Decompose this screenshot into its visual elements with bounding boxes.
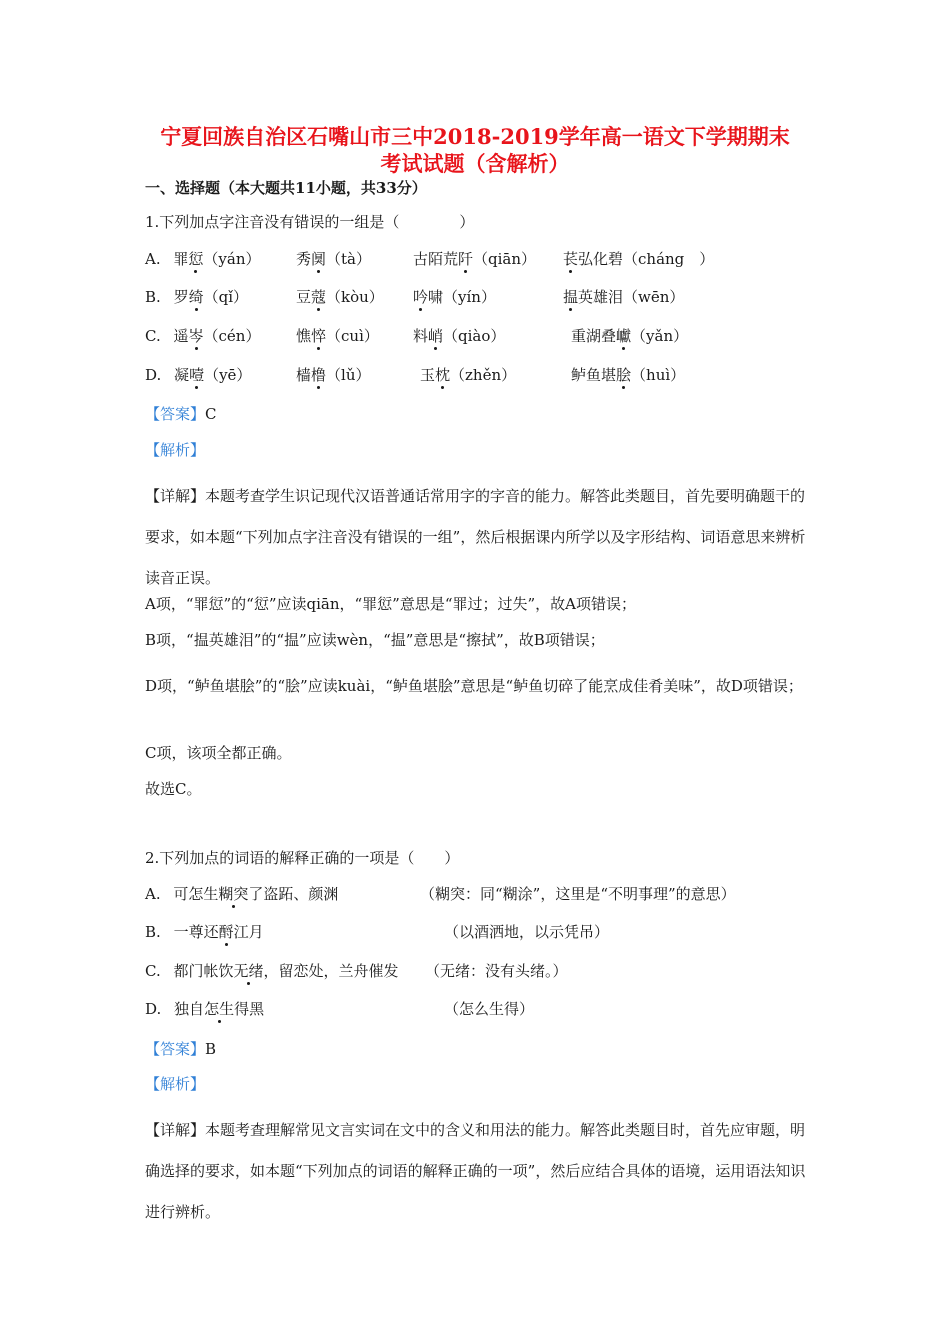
- q2-option-b-note: （以酒洒地，以示凭吊）: [444, 923, 610, 941]
- q1-option-d: D. 凝噎（yē）: [145, 366, 252, 384]
- answer-tag: 【答案】: [145, 405, 206, 423]
- dotted-char: 岑: [188, 327, 204, 345]
- q2-option-d: D. 独自怎生得黑: [145, 1000, 265, 1018]
- q2-detail: [145, 1110, 810, 1233]
- dotted-char: 噎: [189, 366, 205, 384]
- option-letter: A.: [145, 885, 161, 903]
- answer-tag: 【答案】: [145, 1040, 206, 1058]
- question-2-stem: 2.下列加点的词语的解释正确的一项是（ ）: [145, 849, 460, 867]
- detail-text: 本题考查理解常见文言实词在文中的含义和用法的能力。解答此类题目时，首先应审题，明确选择的要求，如本题“下列加点的词语的解释正确的一项”，然后应结合具体的语境，运用语法知识进行辨析。: [145, 1121, 806, 1221]
- q1-option-d-item-4: 鲈鱼堪脍（huì）: [571, 366, 686, 384]
- dotted-word: 无绪: [233, 962, 264, 980]
- dotted-char: 峭: [428, 327, 444, 345]
- q1-option-c-item-2: 憔悴（cuì）: [296, 327, 379, 345]
- q1-option-c-item-4: 重湖叠巘（yǎn）: [571, 327, 689, 345]
- option-letter: B.: [145, 923, 161, 941]
- q2-option-b: B. 一尊还酹江月: [145, 923, 264, 941]
- dotted-char: 吟: [413, 288, 429, 306]
- q1-option-b: B. 罗绮（qǐ）: [145, 288, 249, 306]
- q2-option-c: C. 都门帐饮无绪，留恋处，兰舟催发: [145, 962, 399, 980]
- dotted-char: 脍: [616, 366, 632, 384]
- option-letter: D.: [145, 1000, 162, 1018]
- q2-analysis-tag: 【解析】: [145, 1075, 206, 1093]
- question-1-stem: 1.下列加点字注音没有错误的一组是（ ）: [145, 213, 475, 231]
- dotted-word: 怎生: [204, 1000, 235, 1018]
- option-letter: A.: [145, 250, 161, 268]
- q2-answer: [145, 1039, 216, 1059]
- q1-option-c-item-3: 料峭（qiào）: [413, 327, 506, 345]
- dotted-char: 揾: [563, 288, 579, 306]
- q1-conclusion: 故选C。: [145, 780, 202, 798]
- q1-option-c: C. 遥岑（cén）: [145, 327, 261, 345]
- dotted-char: 悴: [311, 327, 327, 345]
- dotted-word: 酹: [218, 923, 234, 941]
- q1-option-b-item-2: 豆蔻（kòu）: [296, 288, 384, 306]
- detail-tag: 【详解】: [145, 1121, 206, 1139]
- q1-option-b-item-3: 吟啸（yín）: [413, 288, 496, 306]
- answer-value: C: [205, 405, 217, 423]
- q1-explain-b: B项，“揾英雄泪”的“揾”应读wèn，“揾”意思是“擦拭”，故B项错误；: [145, 631, 605, 649]
- document-title-line-2: 考试试题（含解析）: [380, 151, 570, 176]
- option-letter: C.: [145, 327, 161, 345]
- q1-option-b-item-4: 揾英雄泪（wēn）: [563, 288, 685, 306]
- dotted-char: 阒: [311, 250, 327, 268]
- dotted-char: 枕: [435, 366, 451, 384]
- q1-explain-d: D项，“鲈鱼堪脍”的“脍”应读kuài，“鲈鱼堪脍”意思是“鲈鱼切碎了能烹成佳肴美味”，故D项错误；: [145, 677, 803, 695]
- dotted-char: 苌: [563, 250, 579, 268]
- q1-option-a-item-2: 秀阒（tà）: [296, 250, 372, 268]
- section-heading: 一、选择题（本大题共11小题，共33分）: [145, 179, 427, 197]
- q1-detail: [145, 476, 810, 599]
- q1-explain-c: C项，该项全都正确。: [145, 744, 292, 762]
- q1-answer: [145, 404, 217, 424]
- option-letter: C.: [145, 962, 161, 980]
- detail-tag: 【详解】: [145, 487, 206, 505]
- q2-option-c-note: （无绪：没有头绪。）: [425, 962, 568, 980]
- dotted-char: 蔻: [311, 288, 327, 306]
- q2-option-a: A. 可怎生糊突了盗跖、颜渊: [145, 885, 339, 903]
- q1-option-d-item-3: 玉枕（zhěn）: [420, 366, 517, 384]
- q1-option-d-item-2: 樯橹（lǔ）: [296, 366, 371, 384]
- q1-option-a-item-3: 古陌荒阡（qiān）: [413, 250, 537, 268]
- option-letter: D.: [145, 366, 162, 384]
- dotted-char: 绮: [188, 288, 204, 306]
- q1-explain-a: A项，“罪愆”的“愆”应读qiān，“罪愆”意思是“罪过；过失”，故A项错误；: [145, 595, 637, 613]
- dotted-char: 阡: [458, 250, 474, 268]
- q1-option-a: A. 罪愆（yán）: [145, 250, 261, 268]
- q2-option-a-note: （糊突：同“糊涂”，这里是“不明事理”的意思）: [420, 885, 736, 903]
- dotted-char: 愆: [188, 250, 204, 268]
- q2-option-d-note: （怎么生得）: [444, 1000, 535, 1018]
- dotted-char: 巘: [616, 327, 632, 345]
- document-title-line-1: 宁夏回族自治区石嘴山市三中2018-2019学年高一语文下学期期末: [160, 124, 790, 149]
- option-letter: B.: [145, 288, 161, 306]
- dotted-char: 橹: [311, 366, 327, 384]
- detail-text: 本题考查学生识记现代汉语普通话常用字的字音的能力。解答此类题目，首先要明确题干的要求，如本题“下列加点字注音没有错误的一组”，然后根据课内所学以及字形结构、词语意思来辨析读音正误。: [145, 487, 806, 587]
- dotted-word: 糊突: [218, 885, 249, 903]
- answer-value: B: [205, 1040, 217, 1058]
- q1-analysis-tag: 【解析】: [145, 441, 206, 459]
- q1-option-a-item-4: 苌弘化碧（cháng ）: [563, 250, 715, 268]
